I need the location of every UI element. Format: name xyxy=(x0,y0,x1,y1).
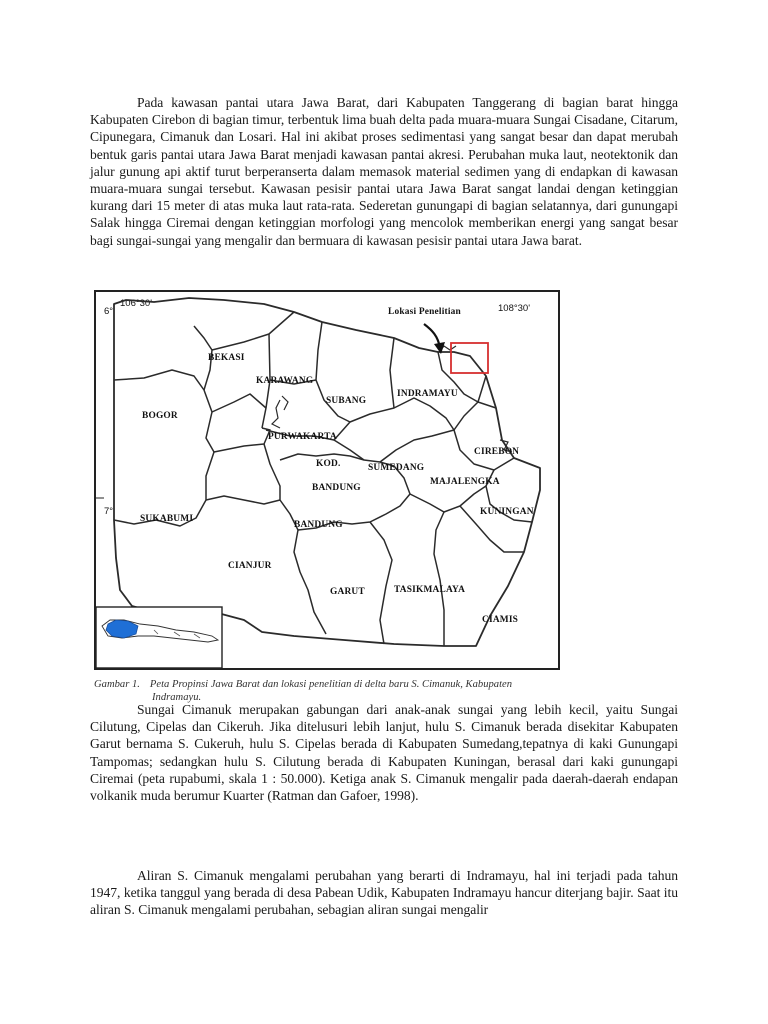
label-indramayu: INDRAMAYU xyxy=(397,389,458,399)
inset-map xyxy=(96,607,222,668)
label-bandung-kota: BANDUNG xyxy=(312,483,361,493)
label-garut: GARUT xyxy=(330,587,365,597)
caption-line-1: Peta Propinsi Jawa Barat dan lokasi penelitian di delta baru S. Cimanuk, Kabupaten xyxy=(149,679,513,690)
label-purwakarta: PURWAKARTA xyxy=(268,432,337,442)
paragraph-intro: Pada kawasan pantai utara Jawa Barat, dari Kabupaten Tanggerang di bagian barat hingga Kabupaten Cirebon di bagian timur, terbentuk lima buah delta pada muara-muara Sungai Cisadane, Citarum, Cipunegara, Cimanuk dan Losari. Hal ini akibat proses sedimentasi yang sangat besar dan dapat merubah bentuk garis pantai utara Jawa Barat menjadi kawasan pantai akresi. Perubahan muka laut, neotektonik dan jalur gunung api aktif turut berperanserta dalam memasok material sedimen yang di endapkan di kawasan muara-muara sungai tersebut. Kawasan pesisir pantai utara Jawa Barat sangat landai dengan ketinggian kurang dari 15 meter di atas muka laut rata-rata. Sederetan gunungapi di bagian selatannya, dari gunungapi Salak hingga Ciremai dengan ketinggian morfologi yang mencolok memberikan energi yang sangat besar bagi sungai-sungai yang mengalir dan bermuara di kawasan pesisir pantai utara Jawa barat. xyxy=(90,95,678,248)
caption-line-2: Indramayu. xyxy=(152,691,202,703)
paragraph-cimanuk: Sungai Cimanuk merupakan gabungan dari anak-anak sungai yang lebih kecil, yaitu Sungai Cilutung, Cipelas dan Cikeruh. Jika ditelusuri lebih lanjut, hulu S. Cimanuk berada disekitar Kabupaten Garut bernama S. Cukeruh, hulu S. Cipelas berada di Kabupaten Sumedang,tepatnya di kaki Gunungapi Tampomas; sedangkan hulu S. Cilutung berada di Kabupaten Kuningan, berasal dari kaki gunungapi Ciremai (peta rupabumi, skala 1 : 50.000). Ketiga anak S. Cimanuk mengalir pada daerah-daerah endapan volkanik muda berumur Kuarter (Ratman dan Gafoer, 1998). xyxy=(90,702,678,804)
coord-right-label: 108°30' xyxy=(498,303,531,314)
label-bekasi: BEKASI xyxy=(208,353,245,363)
label-ciamis: CIAMIS xyxy=(482,615,519,625)
map-svg xyxy=(94,290,560,670)
study-area-label: Lokasi Penelitian xyxy=(388,307,461,317)
lat-6-label: 6° xyxy=(104,306,114,317)
caption-number: Gambar 1. xyxy=(94,679,140,690)
label-bandung: BANDUNG xyxy=(294,520,343,530)
label-sumedang: SUMEDANG xyxy=(368,463,425,473)
label-cianjur: CIANJUR xyxy=(228,561,272,571)
lat-7-label: 7° xyxy=(104,506,114,517)
label-karawang: KARAWANG xyxy=(256,376,314,386)
coord-left-label: 106°30' xyxy=(120,298,153,309)
label-cirebon: CIREBON xyxy=(474,447,520,457)
label-majalengka: MAJALENGKA xyxy=(430,477,500,487)
label-subang: SUBANG xyxy=(326,396,367,406)
label-kod: KOD. xyxy=(316,459,341,469)
label-bogor: BOGOR xyxy=(142,411,178,421)
paragraph-aliran: Aliran S. Cimanuk mengalami perubahan yang berarti di Indramayu, hal ini terjadi pada tahun 1947, ketika tanggul yang berada di desa Pabean Udik, Kabupaten Indramayu hancur diterjang bajir. Saat itu aliran S. Cimanuk mengalami perubahan, sebagian aliran sungai mengalir xyxy=(90,868,678,918)
west-java-map xyxy=(94,290,560,670)
label-kuningan: KUNINGAN xyxy=(480,507,534,517)
label-tasikmalaya: TASIKMALAYA xyxy=(394,585,466,595)
label-sukabumi: SUKABUMI xyxy=(140,514,194,524)
